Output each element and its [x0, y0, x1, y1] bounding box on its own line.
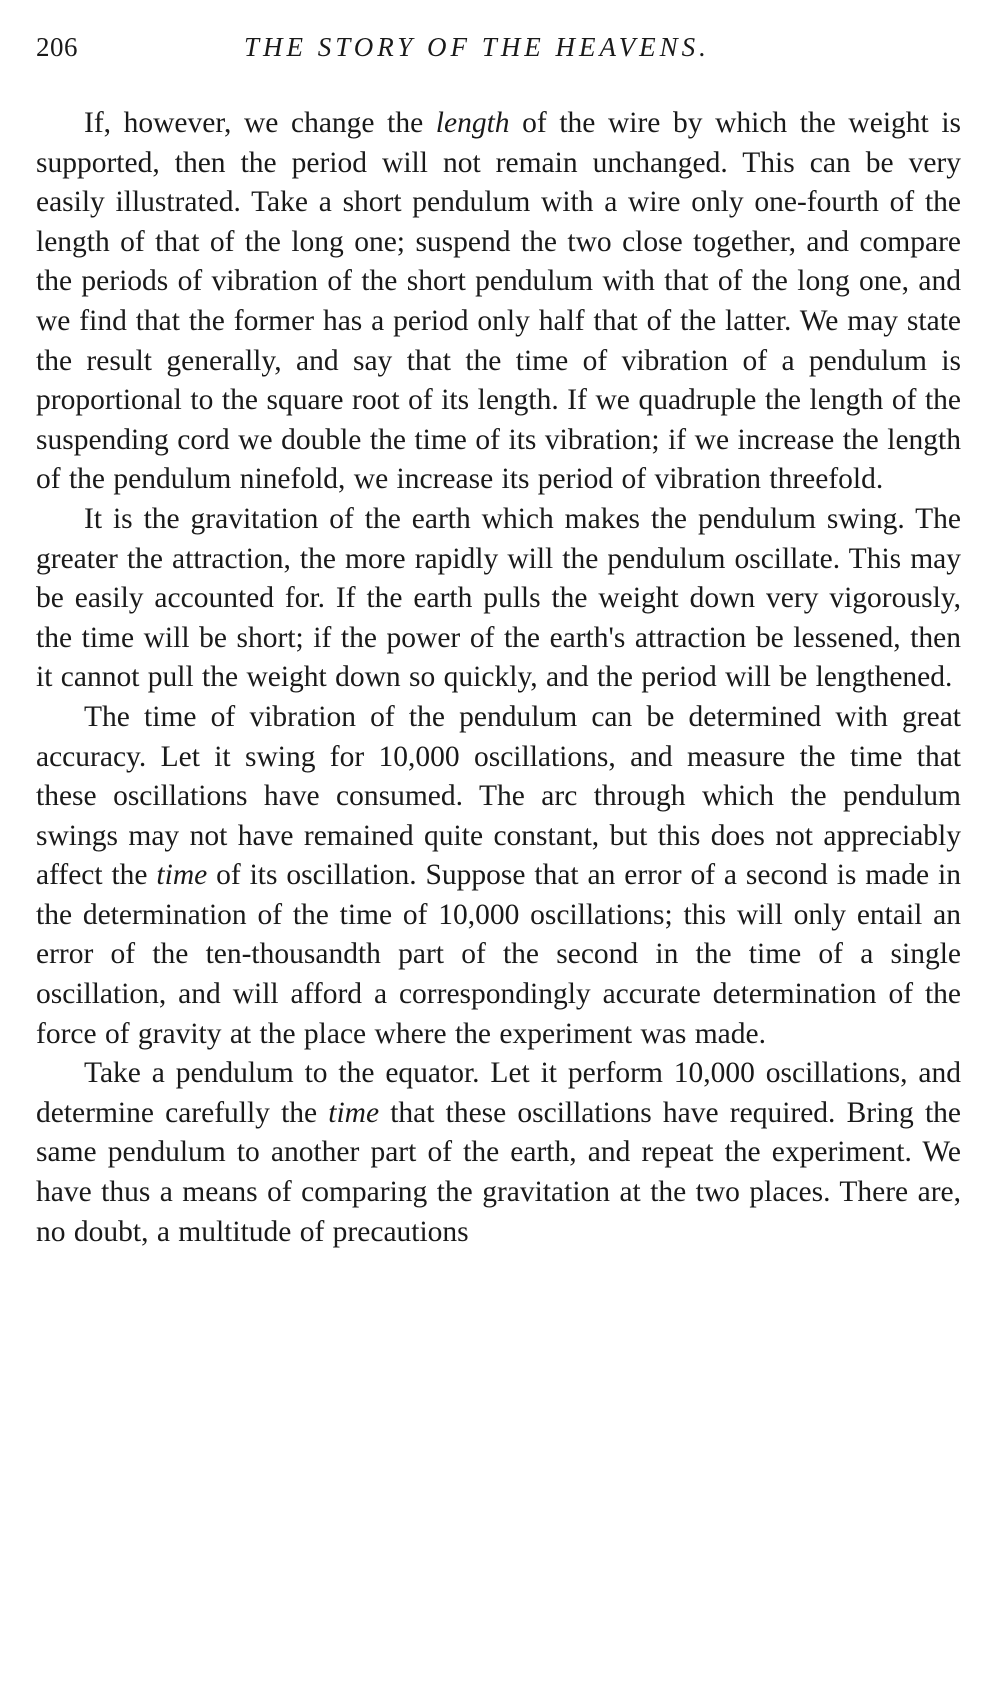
italic-emphasis: time: [328, 1096, 380, 1129]
text-run: It is the gravitation of the earth which makes the pendulum swing. The greater the attraction, the more rapidly will the pendulum oscillate. This may be easily accounted for. If the earth pulls the weight down very vigorously, the time will be short; if the power of the earth's attraction be lessened, then it cannot pull the weight down so quickly, and the period will be lengthened.: [36, 502, 961, 694]
text-run: of its oscillation. Suppose that an error of a second is made in the determination of the time of 10,000 oscillations; this will only entail an error of the ten-thousandth part of the second in the time of a single oscillation, and will afford a correspondingly accurate determination of the force of gravity at the place where the experiment was made.: [36, 859, 961, 1050]
page-number: 206: [36, 32, 78, 62]
paragraph-gravitation: [36, 500, 961, 698]
text-run: that these oscillations have required. Bring the same pendulum to another part of the earth, and repeat the experiment. We have thus a means of comparing the gravitation at the two places. There are, no doubt, a multitude of precautions: [36, 1096, 961, 1248]
running-title: THE STORY OF THE HEAVENS.: [244, 32, 710, 62]
text-run: Take a pendulum to the equator. Let it perform 10,000 oscillations, and determine carefully the: [36, 1057, 961, 1129]
paragraph-accuracy: [36, 698, 961, 1054]
text-run: If, however, we change the: [84, 107, 436, 139]
running-head: [36, 32, 961, 72]
italic-emphasis: time: [156, 859, 208, 892]
body-text: [36, 104, 961, 1252]
paragraph-equator: [36, 1054, 961, 1252]
text-run: The time of vibration of the pendulum can be determined with great accuracy. Let it swing for 10,000 oscillations, and measure the time that these oscillations have consumed. The arc through which the pendulum swings may not have remained quite constant, but this does not appreciably affect the: [36, 700, 961, 892]
paragraph-pendulum-length: [36, 104, 961, 500]
text-run: of the wire by which the weight is supported, then the period will not remain unchanged. This can be very easily illustrated. Take a short pendulum with a wire only one-fourth of the length of that of the long one; suspend the two close together, and compare the periods of vibration of the short pendulum with that of the long one, and we find that the former has a period only half that of the latter. We may state the result generally, and say that the time of vibration of a pendulum is proportional to the square root of its length. If we quadruple the length of the suspending cord we double the time of its vibration; if we increase the length of the pendulum ninefold, we increase its period of vibration threefold.: [36, 107, 961, 496]
italic-emphasis: length: [435, 107, 510, 139]
